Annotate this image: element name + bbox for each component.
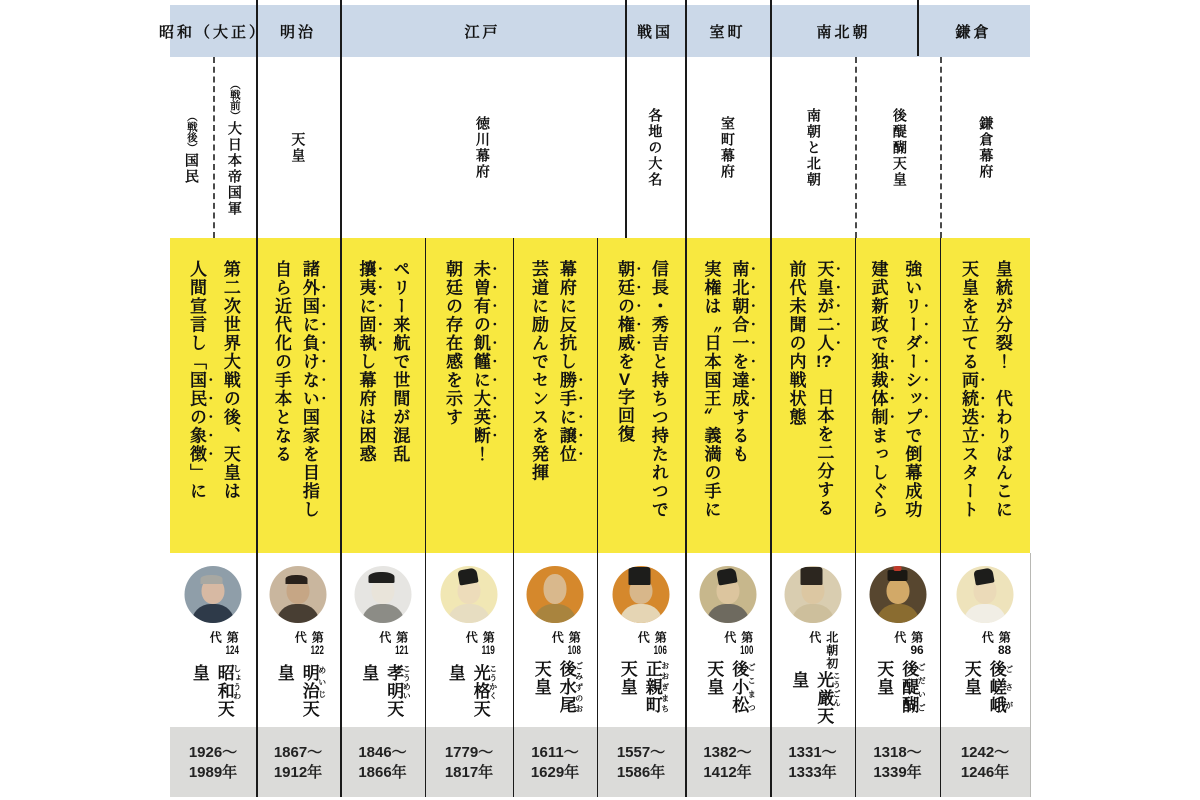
emperor-name bbox=[871, 660, 926, 728]
portrait-headwear bbox=[716, 567, 737, 585]
emperor-name-base: 後醍醐 bbox=[899, 659, 919, 714]
reign-years-end: 1629年 bbox=[530, 763, 580, 781]
era-cell-3 bbox=[340, 5, 625, 57]
emperor-cell-10 bbox=[940, 553, 1030, 727]
portrait-robe bbox=[620, 604, 663, 623]
category-label-main: 室町幕府 bbox=[719, 115, 736, 180]
emperor-name-reading: こうかく bbox=[488, 664, 498, 701]
portrait-headwear bbox=[368, 572, 394, 583]
category-label-main: 国民 bbox=[183, 152, 200, 185]
era-cell-2 bbox=[256, 5, 340, 57]
reign-years-end: 1866年 bbox=[358, 763, 407, 781]
emperor-name-reading: しょうわ bbox=[232, 664, 242, 701]
portrait-headwear bbox=[800, 567, 822, 585]
reign-years-band bbox=[170, 727, 1030, 797]
emphasized-phrase: 勝手に譲位 bbox=[556, 371, 576, 464]
emperor-portrait bbox=[869, 566, 926, 623]
emperor-name-ruby bbox=[299, 664, 327, 701]
reign-years-start: 1242〜 bbox=[960, 743, 1010, 761]
generation-label bbox=[784, 631, 841, 671]
emperor-cell-1 bbox=[170, 553, 256, 727]
description-text bbox=[524, 238, 586, 553]
divider-solid bbox=[340, 0, 342, 797]
category-cell-3 bbox=[256, 57, 340, 238]
description-line-1: 未曽有の飢饉に大英断！ bbox=[470, 260, 490, 464]
reign-years-cell-9 bbox=[855, 727, 940, 797]
generation-label bbox=[957, 631, 1014, 660]
emperor-cell-8 bbox=[770, 553, 855, 727]
emperor-name-reading: ごさが bbox=[1004, 659, 1014, 714]
generation-label bbox=[185, 631, 242, 664]
reign-years-start: 1382〜 bbox=[703, 743, 752, 761]
portrait-headwear bbox=[629, 567, 651, 585]
generation-prefix: 北朝初代 bbox=[807, 631, 839, 670]
category-label bbox=[290, 132, 307, 164]
generation-suffix: 代 bbox=[636, 631, 651, 644]
description-text bbox=[697, 238, 759, 553]
reign-years-start: 1331〜 bbox=[788, 743, 837, 761]
emperor-portrait bbox=[957, 566, 1014, 623]
generation-suffix: 代 bbox=[293, 631, 308, 644]
emperor-name-ruby bbox=[642, 659, 670, 714]
generation-prefix: 第 bbox=[997, 631, 1012, 644]
divider-solid bbox=[940, 238, 941, 797]
generation-label bbox=[270, 631, 327, 664]
emperor-name-suffix: 天皇 bbox=[704, 659, 724, 696]
reign-years-cell-7 bbox=[685, 727, 770, 797]
description-line-2: 実権は〝日本国王〞義満の手に bbox=[701, 260, 721, 519]
emperor-name-base: 光厳 bbox=[814, 671, 834, 708]
reign-years-cell-3 bbox=[340, 727, 425, 797]
emperor-name-reading: ごこまつ bbox=[747, 659, 757, 714]
generation-suffix: 代 bbox=[550, 631, 565, 644]
description-line-1: 皇統が分裂！ 代わりばんこに bbox=[992, 260, 1012, 519]
description-line-2: 芸道に励んでセンスを発揮 bbox=[529, 260, 548, 482]
description-column-2 bbox=[256, 238, 340, 553]
description-text bbox=[267, 238, 329, 553]
reign-years-start: 1779〜 bbox=[444, 743, 494, 761]
emperor-name-reading: ごだいご bbox=[917, 659, 927, 714]
description-line-2: 前代未聞の内戦状態 bbox=[786, 260, 806, 427]
emperor-name-ruby bbox=[814, 671, 842, 708]
emphasized-phrase: 未曽有の飢饉に大英断 bbox=[470, 260, 490, 445]
portrait-face bbox=[544, 574, 567, 604]
divider-dashed bbox=[940, 57, 942, 238]
description-line-1: 南北朝合一を達成するも bbox=[729, 260, 749, 464]
emperor-name-suffix: 天皇 bbox=[189, 664, 234, 719]
emperor-name-base: 後嵯峨 bbox=[986, 659, 1006, 714]
era-cell-6 bbox=[770, 5, 917, 57]
generation-number: 108 bbox=[567, 644, 581, 656]
emperor-name-suffix: 天皇 bbox=[445, 664, 490, 719]
divider-solid bbox=[625, 0, 627, 238]
divider-solid bbox=[256, 0, 258, 797]
description-text bbox=[438, 238, 500, 553]
emphasized-phrase: 国民の象徴 bbox=[187, 371, 206, 464]
emperor-name bbox=[786, 671, 841, 727]
divider-solid bbox=[513, 238, 514, 797]
category-label-prefix: （戦前） bbox=[228, 78, 241, 121]
portrait-robe bbox=[876, 604, 919, 623]
description-column-9 bbox=[855, 238, 940, 553]
category-cell-1 bbox=[170, 57, 213, 238]
generation-suffix: 代 bbox=[892, 631, 907, 644]
category-cell-8 bbox=[857, 57, 942, 238]
portrait-robe bbox=[964, 604, 1007, 623]
emperor-name-suffix: 天皇 bbox=[359, 664, 404, 719]
description-line-2: 天皇を立てる両統迭立スタート bbox=[959, 260, 978, 519]
emphasized-phrase: 独裁体制 bbox=[868, 352, 888, 427]
emphasized-phrase: 外国に負けない bbox=[299, 278, 319, 408]
category-cell-6 bbox=[685, 57, 770, 238]
portrait-robe bbox=[534, 604, 577, 623]
emperor-name-block bbox=[354, 631, 411, 727]
emperor-portrait bbox=[185, 566, 242, 623]
divider-solid bbox=[425, 238, 426, 797]
reign-years-cell-4 bbox=[425, 727, 513, 797]
emperor-name-base: 後小松 bbox=[729, 659, 749, 714]
generation-label bbox=[869, 631, 926, 660]
generation-number: 88 bbox=[997, 644, 1012, 656]
category-label-main: 徳川幕府 bbox=[474, 115, 491, 180]
description-column-10 bbox=[940, 238, 1030, 553]
era-label: 明治 bbox=[279, 23, 316, 41]
emphasized-phrase: 両統迭立 bbox=[959, 371, 978, 445]
emperor-name-block bbox=[613, 631, 670, 727]
generation-label bbox=[699, 631, 756, 660]
description-line-2: 攘夷に固執し幕府は困惑 bbox=[356, 260, 376, 464]
era-band bbox=[159, 5, 1030, 57]
emperor-name-suffix: 天皇 bbox=[274, 664, 319, 719]
description-line-1: 信長・秀吉と持ちつ持たれつで bbox=[648, 260, 668, 519]
generation-number: 96 bbox=[910, 644, 924, 656]
reign-years-end: 1333年 bbox=[788, 763, 837, 781]
emperor-name-block bbox=[784, 631, 841, 727]
era-label: 戦国 bbox=[636, 23, 673, 41]
reign-years-cell-2 bbox=[256, 727, 340, 797]
category-label-main: 後醍醐天皇 bbox=[891, 107, 908, 188]
description-line-2: 自ら近代化の手本となる bbox=[272, 260, 291, 464]
category-label-main: 各地の大名 bbox=[647, 107, 664, 188]
portrait-robe bbox=[791, 604, 834, 623]
timeline-content bbox=[159, 0, 1030, 800]
era-label: 南北朝 bbox=[816, 23, 871, 41]
divider-solid bbox=[685, 0, 687, 797]
portrait-band bbox=[170, 553, 1030, 727]
emperor-cell-2 bbox=[256, 553, 340, 727]
generation-prefix: 第 bbox=[567, 631, 582, 644]
generation-label bbox=[354, 631, 411, 664]
generation-prefix: 第 bbox=[394, 631, 409, 644]
era-cell-1 bbox=[159, 5, 268, 57]
category-cell-5 bbox=[625, 57, 685, 238]
reign-years-start: 1557〜 bbox=[616, 743, 666, 761]
generation-prefix: 第 bbox=[653, 631, 668, 644]
category-label-prefix: （戦後） bbox=[185, 110, 198, 153]
emperor-name-ruby bbox=[556, 659, 584, 714]
description-column-8 bbox=[770, 238, 855, 553]
emperor-name-block bbox=[185, 631, 242, 727]
emperor-cell-4 bbox=[425, 553, 513, 727]
generation-number: 124 bbox=[225, 644, 239, 656]
emperor-cell-3 bbox=[340, 553, 425, 727]
emperor-name bbox=[615, 660, 670, 728]
emperor-name-block bbox=[527, 631, 584, 727]
reign-years-cell-8 bbox=[770, 727, 855, 797]
emperor-name-block bbox=[270, 631, 327, 727]
description-column-3 bbox=[340, 238, 425, 553]
description-text bbox=[864, 238, 932, 553]
description-column-7 bbox=[685, 238, 770, 553]
description-column-5 bbox=[513, 238, 597, 553]
emperor-portrait bbox=[699, 566, 756, 623]
portrait-face bbox=[886, 578, 909, 604]
generation-label bbox=[441, 631, 498, 664]
category-label-main: 南朝と北朝 bbox=[805, 107, 822, 188]
reign-years-start: 1926〜 bbox=[188, 743, 238, 761]
emperor-name bbox=[959, 660, 1014, 728]
emperor-name-block bbox=[441, 631, 498, 727]
description-line-1: ペリー来航で世間が混乱 bbox=[390, 260, 410, 464]
reign-years-start: 1611〜 bbox=[531, 743, 579, 761]
emperor-name-reading: めいじ bbox=[317, 664, 327, 701]
emperor-name-suffix: 天皇 bbox=[617, 659, 637, 696]
reign-years-end: 1246年 bbox=[960, 763, 1010, 781]
category-cell-4 bbox=[340, 57, 625, 238]
era-label: 鎌倉 bbox=[955, 23, 992, 41]
category-cell-2 bbox=[213, 57, 256, 238]
emperor-cell-6 bbox=[597, 553, 685, 727]
category-label-band bbox=[170, 57, 1030, 238]
reign-years-end: 1412年 bbox=[703, 763, 752, 781]
reign-years-cell-1 bbox=[170, 727, 256, 797]
generation-suffix: 代 bbox=[377, 631, 392, 644]
generation-label bbox=[613, 631, 670, 660]
emperor-name-suffix: 天皇 bbox=[789, 671, 834, 726]
category-label bbox=[719, 116, 736, 180]
category-label-main: 鎌倉幕府 bbox=[978, 115, 995, 180]
generation-prefix: 第 bbox=[909, 631, 924, 644]
description-text bbox=[610, 238, 672, 553]
generation-suffix: 代 bbox=[208, 631, 223, 644]
description-line-1: 強いリーダーシップで倒幕成功 bbox=[902, 260, 922, 519]
emperor-portrait bbox=[441, 566, 498, 623]
era-label: 江戸 bbox=[464, 23, 501, 41]
emperor-name bbox=[443, 664, 498, 727]
description-line-1: 幕府に反抗し勝手に譲位 bbox=[556, 260, 576, 464]
highlight-description-band bbox=[170, 238, 1030, 553]
tatechuyoko-text: V bbox=[618, 371, 631, 388]
reign-years-cell-10 bbox=[940, 727, 1030, 797]
emperor-name bbox=[701, 660, 756, 728]
crown-accent bbox=[893, 566, 901, 571]
category-label-main: 天皇 bbox=[290, 131, 307, 164]
emperor-portrait bbox=[613, 566, 670, 623]
description-column-6 bbox=[597, 238, 685, 553]
emperor-name bbox=[529, 660, 584, 728]
divider-dashed bbox=[213, 57, 215, 238]
generation-prefix: 第 bbox=[739, 631, 754, 644]
description-column-1 bbox=[170, 238, 256, 553]
emperor-name-base: 正親町 bbox=[642, 659, 662, 714]
emperor-name-ruby bbox=[214, 664, 242, 701]
category-label bbox=[891, 108, 908, 188]
description-line-2: 建武新政で独裁体制まっしぐら bbox=[868, 260, 888, 519]
description-line-1: 諸外国に負けない国家を目指し bbox=[299, 260, 319, 519]
emperor-name-base: 後水尾 bbox=[556, 659, 576, 714]
emphasized-phrase: 天皇が二人 bbox=[814, 260, 834, 353]
emperor-name-reading: こうめい bbox=[402, 664, 412, 701]
emperor-portrait bbox=[784, 566, 841, 623]
emperor-name bbox=[272, 664, 327, 727]
description-text bbox=[352, 238, 414, 553]
divider-solid bbox=[917, 0, 919, 56]
emperor-name-ruby bbox=[384, 664, 412, 701]
portrait-robe bbox=[448, 604, 491, 623]
category-label bbox=[805, 108, 822, 188]
emperor-name-suffix: 天皇 bbox=[961, 659, 981, 696]
generation-prefix: 第 bbox=[481, 631, 496, 644]
era-cell-7 bbox=[917, 5, 1030, 57]
emperor-cell-7 bbox=[685, 553, 770, 727]
emperor-name-base: 昭和 bbox=[214, 664, 234, 701]
generation-number: 122 bbox=[310, 644, 324, 656]
era-cell-4 bbox=[625, 5, 685, 57]
emperor-cell-5 bbox=[513, 553, 597, 727]
category-cell-7 bbox=[770, 57, 857, 238]
emphasized-phrase: 攘夷に固執 bbox=[356, 260, 376, 353]
emperor-name-base: 光格 bbox=[470, 664, 490, 701]
description-text bbox=[182, 238, 244, 553]
description-line-1: 天皇が二人!? 日本を二分する bbox=[814, 260, 834, 518]
emperor-name-suffix: 天皇 bbox=[874, 659, 894, 696]
generation-number: 121 bbox=[395, 644, 409, 656]
emperor-name-reading: こうごん bbox=[832, 671, 842, 708]
generation-suffix: 代 bbox=[980, 631, 995, 644]
divider-solid bbox=[597, 238, 598, 797]
description-line-2: 人間宣言し「国民の象徴」に bbox=[187, 260, 206, 501]
generation-suffix: 代 bbox=[722, 631, 737, 644]
description-line-2: 朝廷の存在感を示す bbox=[443, 260, 462, 427]
emphasized-phrase: 朝廷の権威 bbox=[615, 260, 634, 353]
reign-years-cell-6 bbox=[597, 727, 685, 797]
portrait-headwear bbox=[887, 570, 907, 581]
portrait-robe bbox=[192, 604, 235, 623]
generation-prefix: 第 bbox=[225, 631, 240, 644]
emperor-name-block bbox=[957, 631, 1014, 727]
emperor-name-reading: おおぎまち bbox=[660, 659, 670, 714]
category-cell-9 bbox=[942, 57, 1030, 238]
emperor-name bbox=[356, 664, 411, 727]
emperor-name-ruby bbox=[986, 659, 1014, 714]
reign-years-start: 1867〜 bbox=[273, 743, 323, 761]
emphasized-phrase: リーダーシップ bbox=[902, 297, 922, 427]
generation-prefix: 第 bbox=[310, 631, 325, 644]
category-label bbox=[647, 108, 664, 188]
emperor-name-ruby bbox=[470, 664, 498, 701]
emperor-name bbox=[187, 664, 242, 727]
emperor-portrait bbox=[527, 566, 584, 623]
emperor-name-suffix: 天皇 bbox=[531, 659, 551, 696]
generation-suffix: 代 bbox=[464, 631, 479, 644]
reign-years-end: 1339年 bbox=[873, 763, 922, 781]
era-cell-5 bbox=[685, 5, 770, 57]
emperor-portrait bbox=[354, 566, 411, 623]
emperor-portrait bbox=[270, 566, 327, 623]
emperor-name-block bbox=[699, 631, 756, 727]
generation-number: 119 bbox=[481, 644, 495, 656]
description-text bbox=[954, 238, 1016, 553]
description-column-4 bbox=[425, 238, 513, 553]
description-line-1: 第二次世界大戦の後、天皇は bbox=[220, 260, 240, 501]
divider-solid bbox=[1030, 553, 1031, 797]
reign-years-end: 1989年 bbox=[188, 763, 238, 781]
emperor-name-base: 明治 bbox=[299, 664, 319, 701]
reign-years-end: 1586年 bbox=[616, 763, 666, 781]
generation-number: 106 bbox=[653, 644, 667, 656]
emperor-name-ruby bbox=[729, 659, 757, 714]
reign-years-end: 1817年 bbox=[444, 763, 494, 781]
emperor-name-base: 孝明 bbox=[384, 664, 404, 701]
portrait-headwear bbox=[286, 575, 308, 584]
emperor-name-ruby bbox=[899, 659, 927, 714]
divider-solid bbox=[770, 0, 772, 797]
era-label: 昭和（大正） bbox=[159, 23, 268, 41]
emperor-name-reading: ごみずのお bbox=[574, 659, 584, 714]
reign-years-start: 1318〜 bbox=[873, 743, 922, 761]
emperor-cell-9 bbox=[855, 553, 940, 727]
divider-dashed bbox=[855, 57, 857, 238]
category-label bbox=[474, 116, 491, 180]
portrait-robe bbox=[706, 604, 749, 623]
reign-years-cell-5 bbox=[513, 727, 597, 797]
portrait-headwear bbox=[201, 575, 223, 584]
description-line-2: 朝廷の権威をV字回復 bbox=[615, 260, 634, 444]
generation-number: 100 bbox=[740, 644, 754, 656]
emperor-name-block bbox=[869, 631, 926, 727]
category-label bbox=[183, 111, 200, 185]
portrait-robe bbox=[277, 604, 320, 623]
era-label: 室町 bbox=[709, 23, 746, 41]
divider-solid bbox=[855, 238, 856, 797]
description-text bbox=[782, 238, 844, 553]
generation-label bbox=[527, 631, 584, 660]
category-label bbox=[978, 116, 995, 180]
emphasized-phrase: 南北朝合一を達成 bbox=[729, 260, 749, 408]
category-label-main: 大日本帝国軍 bbox=[226, 120, 243, 217]
category-label bbox=[226, 79, 243, 217]
reign-years-end: 1912年 bbox=[273, 763, 323, 781]
portrait-robe bbox=[361, 604, 404, 623]
reign-years-start: 1846〜 bbox=[358, 743, 407, 761]
tatechuyoko-text: !? bbox=[815, 352, 832, 370]
